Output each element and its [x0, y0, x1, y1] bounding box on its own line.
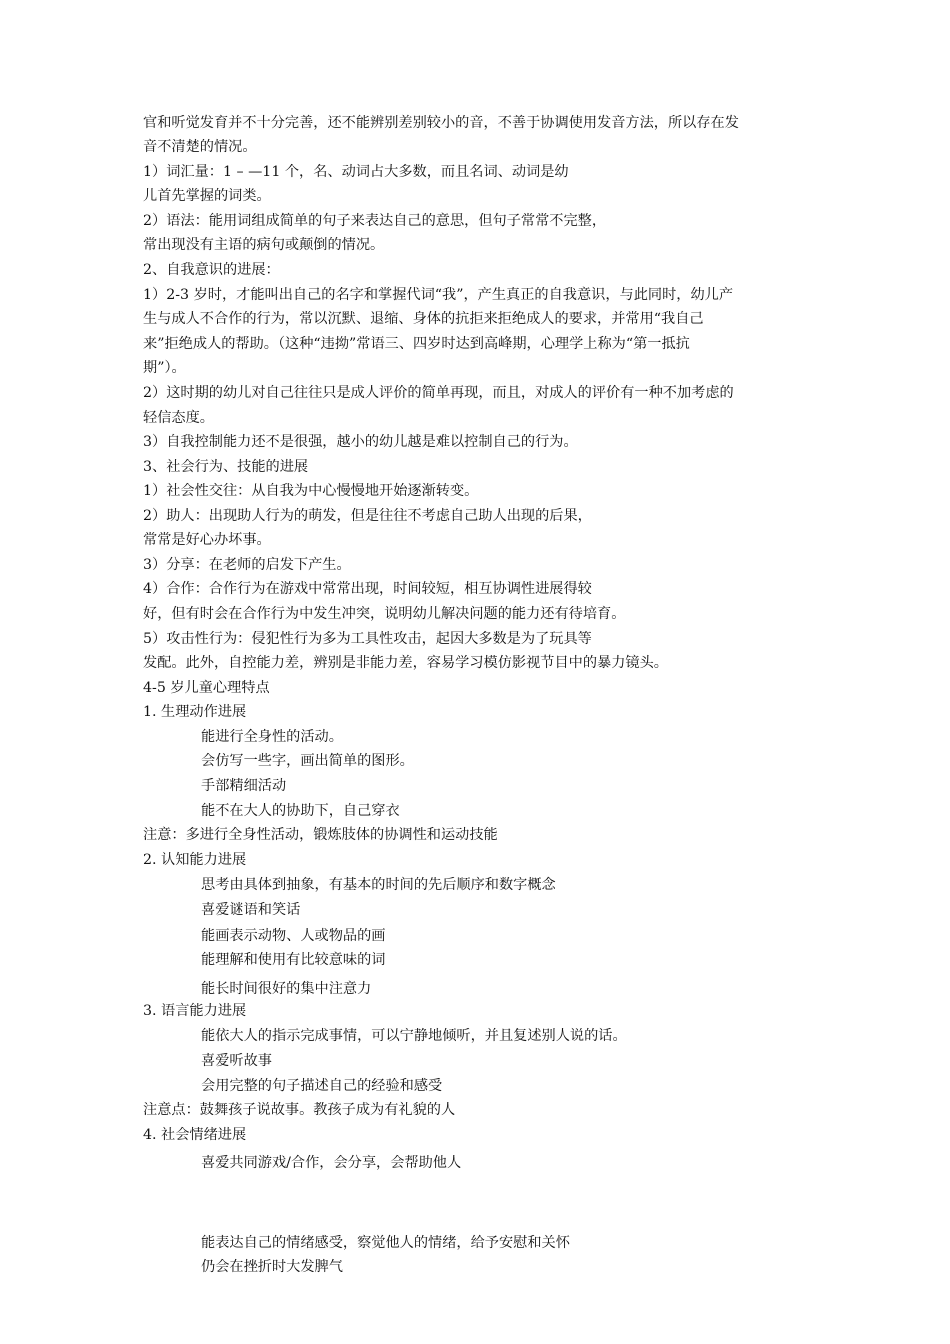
- numbered-heading: 3. 语言能力进展: [143, 1003, 247, 1019]
- numbered-heading: 4. 社会情绪进展: [143, 1127, 247, 1143]
- section-heading: 3、社会行为、技能的进展: [143, 459, 309, 475]
- list-item: 喜爱共同游戏/合作，会分享，会帮助他人: [201, 1155, 462, 1171]
- section-heading: 2、自我意识的进展：: [143, 262, 280, 278]
- text-line: 2）语法：能用词组成简单的句子来表达自己的意思，但句子常常不完整，: [143, 213, 607, 229]
- list-item: 喜爱谜语和笑话: [201, 902, 301, 918]
- text-line: 3）分享：在老师的启发下产生。: [143, 557, 351, 573]
- text-line: 来”拒绝成人的帮助。（这种“违拗”常语三、四岁时达到高峰期，心理学上称为“第一抵抗: [143, 336, 690, 352]
- text-line: 常出现没有主语的病句或颠倒的情况。: [143, 237, 385, 253]
- text-line: 音不清楚的情况。: [143, 139, 257, 155]
- list-item: 能画表示动物、人或物品的画: [201, 928, 386, 944]
- section-heading: 4-5 岁儿童心理特点: [143, 680, 270, 696]
- list-item: 会用完整的句子描述自己的经验和感受: [201, 1078, 443, 1094]
- text-line: 官和听觉发育并不十分完善，还不能辨别差别较小的音，不善于协调使用发音方法，所以存在发: [143, 115, 739, 131]
- text-line: 好，但有时会在合作行为中发生冲突，说明幼儿解决问题的能力还有待培育。: [143, 606, 626, 622]
- list-item: 能不在大人的协助下，自己穿衣: [201, 803, 400, 819]
- text-line: 发配。此外，自控能力差，辨别是非能力差，容易学习模仿影视节目中的暴力镜头。: [143, 655, 668, 671]
- list-item: 能表达自己的情绪感受，察觉他人的情绪，给予安慰和关怀: [201, 1235, 570, 1251]
- text-line: 1）词汇量：1 – —11 个，名、动词占大多数，而且名词、动词是幼: [143, 164, 569, 180]
- list-item: 思考由具体到抽象，有基本的时间的先后顺序和数字概念: [201, 877, 556, 893]
- text-line: 4）合作：合作行为在游戏中常常出现，时间较短，相互协调性进展得较: [143, 581, 592, 597]
- text-line: 儿首先掌握的词类。: [143, 188, 271, 204]
- list-item: 喜爱听故事: [201, 1053, 272, 1069]
- text-line: 3）自我控制能力还不是很强，越小的幼儿越是难以控制自己的行为。: [143, 434, 578, 450]
- note-line: 注意点：鼓舞孩子说故事。教孩子成为有礼貌的人: [143, 1102, 456, 1118]
- text-line: 2）这时期的幼儿对自己往往只是成人评价的简单再现，而且，对成人的评价有一种不加考虑的: [143, 385, 734, 401]
- list-item: 能长时间很好的集中注意力: [201, 981, 372, 997]
- text-line: 期”）。: [143, 360, 186, 376]
- list-item: 仍会在挫折时大发脾气: [201, 1259, 343, 1275]
- text-line: 轻信态度。: [143, 410, 214, 426]
- text-line: 生与成人不合作的行为，常以沉默、退缩、身体的抗拒来拒绝成人的要求，并常用“我自己: [143, 311, 704, 327]
- list-item: 能理解和使用有比较意味的词: [201, 952, 386, 968]
- numbered-heading: 2. 认知能力进展: [143, 852, 247, 868]
- text-line: 2）助人：出现助人行为的萌发，但是往往不考虑自己助人出现的后果，: [143, 508, 592, 524]
- numbered-heading: 1. 生理动作进展: [143, 704, 247, 720]
- text-line: 常常是好心办坏事。: [143, 532, 271, 548]
- text-line: 1）2-3 岁时，才能叫出自己的名字和掌握代词“我”，产生真正的自我意识，与此同时，幼儿产: [143, 287, 734, 303]
- list-item: 能进行全身性的活动。: [201, 729, 343, 745]
- list-item: 能依大人的指示完成事情，可以宁静地倾听，并且复述别人说的话。: [201, 1028, 627, 1044]
- text-line: 1）社会性交往：从自我为中心慢慢地开始逐渐转变。: [143, 483, 479, 499]
- list-item: 会仿写一些字，画出简单的图形。: [201, 753, 414, 769]
- list-item: 手部精细活动: [201, 778, 287, 794]
- text-line: 5）攻击性行为：侵犯性行为多为工具性攻击，起因大多数是为了玩具等: [143, 631, 592, 647]
- note-line: 注意：多进行全身性活动，锻炼肢体的协调性和运动技能: [143, 827, 498, 843]
